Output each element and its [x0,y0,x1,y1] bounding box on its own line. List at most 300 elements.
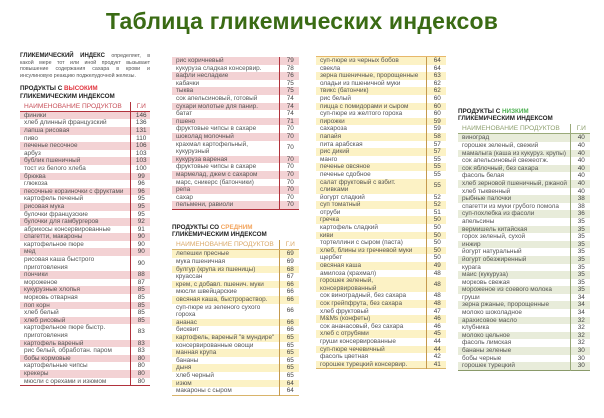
product-name: пицца с помидорами и сыром [316,103,426,111]
table-row [316,103,446,111]
product-name: пшено [172,118,279,126]
low-gi-column [458,108,590,371]
table-row [172,110,299,118]
product-name: арбуз [24,149,41,157]
product-name: фасоль цветная [320,353,369,361]
gi-value: 64 [426,65,446,73]
product-name: сахар [176,193,193,201]
gi-value: 30 [570,355,590,363]
gi-value: 40 [570,150,590,158]
product-name: рис белый [320,94,351,102]
gi-value: 85 [130,309,150,317]
table-row [20,135,150,143]
product-name: кукуруза сладкая консервир. [176,64,262,72]
gi-value: 60 [426,95,446,103]
table-row [172,334,299,342]
gi-value: 34 [570,294,590,302]
gi-value: 64 [279,380,299,388]
table-row [316,110,446,118]
table-row [20,378,150,386]
product-name: отруби [320,208,341,216]
gi-value: 40 [570,172,590,180]
table-row [316,201,446,209]
product-name: шоколад молочный [172,133,279,141]
product-name: курага [462,263,481,271]
product-name: пита арабская [320,140,363,148]
table-row [316,65,446,73]
product-name: картофельное пюре быстр. приготовления [24,324,106,339]
heading-highlight: НИЗКИМ [502,108,529,115]
table-row [458,332,590,340]
gi-value: 66 [279,288,299,296]
product-name: спагетти, макароны [20,233,130,241]
high-gi-heading [20,85,150,99]
table-row [20,309,150,317]
table-row [316,171,446,179]
gi-value: 40 [570,180,590,188]
product-name: суп-пюре из желтого гороха [320,110,403,118]
gi-value: 71 [279,118,299,126]
table-row [316,338,446,346]
gi-value: 106 [130,142,150,150]
product-name: мамалыга (каша из кукуруз. крупы) [458,150,570,158]
product-name: кукурузные хлопья [20,286,130,294]
product-name: бобы черные [462,354,502,362]
table-row [458,347,590,355]
product-name: картофель печеный [24,195,84,203]
gi-value: 46 [426,323,446,331]
table-row [458,324,590,332]
table-row [316,239,446,247]
table-row [316,353,446,361]
gi-value: 65 [279,334,299,342]
gi-value: 58 [426,133,446,141]
product-name: маис (кукуруза) [458,271,570,279]
gi-value: 110 [130,135,150,143]
gi-value: 38 [570,203,590,211]
product-name: хлеб, блины из гречневой муки [316,247,426,255]
gi-value: 69 [279,258,299,266]
product-name: пиво [24,134,38,142]
table-row [20,226,150,234]
gi-value: 65 [279,357,299,365]
product-name: поп корн [20,302,130,310]
gi-value: 49 [426,262,446,270]
gi-value: 45 [426,330,446,338]
table-row [20,279,150,287]
table-row [458,256,590,264]
heading-prefix: ПРОДУКТЫ С [20,85,64,93]
gi-value: 48 [426,277,446,292]
table-row [316,72,446,80]
table-row [458,134,590,142]
product-name: мармелад, джем с сахаром [172,171,279,179]
table-row [20,324,150,339]
mid-gi-heading [172,224,299,238]
table-row [316,125,446,133]
gi-value: 80 [130,355,150,363]
product-name: печенье овсяное [316,163,426,171]
product-name: гречка [316,216,426,224]
product-name: бисквит [176,326,200,334]
product-name: кабачки [176,79,200,87]
gi-value: 80 [130,370,150,378]
table-row [316,224,446,232]
table-row [172,201,299,209]
table-row [172,118,299,126]
table-row [172,72,299,80]
gi-value: 96 [130,188,150,196]
product-name: сок виноградный, без сахара [320,292,407,300]
gi-value: 44 [426,338,446,346]
table-row [458,294,590,302]
product-name: киви [316,232,426,240]
product-name: хлеб с отрубями [316,330,426,338]
gi-value: 48 [426,300,446,308]
product-name: горошек зеленый, свежий [462,142,539,149]
table-row [172,125,299,133]
product-name: йогурт натуральный [462,248,522,256]
table-row [316,308,446,316]
table-row [316,262,446,270]
gi-value: 74 [279,95,299,103]
table-row [172,171,299,179]
gi-value: 32 [570,324,590,332]
table-row [172,326,299,334]
gi-value: 35 [570,264,590,272]
product-name: рисовая каша быстрого приготовления [24,256,95,271]
gi-value: 65 [279,349,299,357]
product-name: тортеллини с сыром (паста) [320,239,403,247]
gi-value: 48 [426,270,446,278]
gi-value: 35 [570,286,590,294]
gi-value: 90 [130,233,150,241]
product-name: рис коричневый [172,57,279,65]
gi-value: 40 [570,188,590,196]
table-row [458,309,590,317]
gi-value: 70 [279,141,299,156]
table-row [316,179,446,194]
table-row [172,95,299,103]
product-name: картофель, вареный "в мундире" [172,334,279,342]
gi-value: 40 [570,142,590,150]
gi-value: 46 [426,315,446,323]
gi-value: 131 [130,127,150,135]
table-row [172,141,299,156]
gi-value: 70 [279,179,299,187]
product-name: печенье сдобное [320,170,371,178]
product-name: бананы [176,356,199,364]
gi-value: 75 [279,80,299,88]
product-name: изюм [172,380,279,388]
high-gi-column-1 [20,53,150,386]
product-name: кукуруза вареная [172,156,279,164]
gi-value: 32 [570,332,590,340]
table-row [316,133,446,141]
gi-value: 44 [426,346,446,354]
gi-value: 50 [426,247,446,255]
product-name: йогурт сладкий [320,193,365,201]
product-name: хлеб зерновой пшеничный, ржаной [458,180,570,188]
heading-suffix: ГЛИКЕМИЧЕСКИМ ИНДЕКСОМ [20,92,115,100]
gi-value: 38 [570,195,590,203]
product-name: горошек зеленый, консервированный [316,277,426,292]
table-row [458,233,590,241]
table-row [20,211,150,219]
gi-value: 32 [570,339,590,347]
heading-suffix: ГЛИКЕМИЧЕСКИМ ИНДЕКСОМ [458,115,553,123]
gi-value: 62 [426,80,446,88]
product-name: фасоль белая [462,172,505,180]
gi-value: 68 [279,266,299,274]
product-name: апельсины [462,217,495,225]
gi-value: 30 [570,347,590,355]
gi-value: 36 [570,210,590,218]
column-header-name: НАИМЕНОВАНИЕ ПРОДУКТОВ [20,102,130,112]
table-row [20,256,150,271]
gi-value: 32 [570,317,590,325]
product-name: мороженое из соевого молока [458,286,570,294]
gi-value: 62 [426,87,446,95]
product-name: тыква [172,87,279,95]
gi-value: 59 [426,118,446,126]
gi-value: 63 [426,72,446,80]
table-row [20,203,150,211]
intro-body: определяет, в какой мере тот или иной продукт вызывает повышение содержания сахара в крови и инсулиновую реакцию поджелудочной железы. [20,53,151,79]
gi-value: 91 [130,226,150,234]
gi-value: 70 [279,156,299,164]
table-row [20,271,150,279]
high-gi-table-b [172,57,299,210]
product-name: фруктовые чипсы в сахаре [176,163,257,171]
table-row [20,173,150,181]
gi-value: 60 [426,110,446,118]
table-row [20,195,150,203]
product-name: груши [462,293,480,301]
product-name: фруктовые чипсы в сахаре [176,125,257,133]
table-row [316,232,446,240]
product-name: макароны с сыром [176,387,232,395]
gi-value: 51 [426,209,446,217]
table-row [316,95,446,103]
table-row [316,87,446,95]
product-name: мука пшеничная [176,258,226,265]
gi-value: 35 [570,226,590,234]
table-row [20,294,150,302]
gi-value: 65 [279,364,299,372]
heading-highlight: ВЫСОКИМ [64,85,98,93]
table-row [20,362,150,370]
table-row [172,273,299,281]
gi-value: 70 [279,133,299,141]
gi-value: 70 [279,171,299,179]
table-row [316,330,446,338]
product-name: пончики [20,271,130,279]
table-row [20,127,150,135]
mid-gi-column-2 [316,56,446,369]
product-name: свекла [320,64,341,72]
product-name: M&Ms (конфеты) [316,315,426,323]
heading-suffix: ГЛИКЕМИЧЕСКИМ ИНДЕКСОМ [172,231,267,239]
gi-value: 80 [130,362,150,370]
product-name: бананы зеленые [458,347,570,355]
gi-value: 90 [130,241,150,249]
gi-value: 79 [279,57,299,65]
product-name: лепешки пресные [172,250,279,258]
table-row [458,286,590,294]
gi-value: 35 [570,241,590,249]
table-row [20,157,150,165]
table-row [20,180,150,188]
product-name: хлеб белый [24,309,59,317]
gi-value: 70 [279,186,299,194]
table-row [172,288,299,296]
table-row [316,141,446,149]
product-name: абрикосы консервированные [24,225,111,233]
intro-text [20,53,150,79]
table-row [172,250,299,258]
table-row [172,380,299,388]
gi-value: 52 [426,201,446,209]
product-name: пельмени, равиоли [172,201,279,209]
gi-value: 50 [426,224,446,232]
product-name: пирожки [316,118,426,126]
product-name: овсяная каша, быстрораствор. [172,296,279,304]
product-name: батат [176,110,193,118]
gi-value: 50 [426,254,446,262]
product-name: рисовая мука [20,203,130,211]
product-name: дыня [172,364,279,372]
table-row [20,241,150,249]
table-row [172,87,299,95]
product-name: репа [172,186,279,194]
product-name: суп-пюре из зеленого сухого гороха [176,303,261,319]
product-name: фасоль лимская [462,339,512,347]
gi-value: 66 [279,326,299,334]
table-row [316,300,446,308]
table-row [316,57,446,65]
gi-value: 40 [570,157,590,165]
gi-value: 90 [130,248,150,256]
table-row [458,339,590,347]
table-row [172,65,299,73]
product-name: вермишель китайская [458,226,570,234]
gi-value: 57 [426,141,446,149]
table-row [458,264,590,272]
table-row [172,163,299,171]
gi-value: 95 [130,203,150,211]
table-row [20,218,150,226]
gi-value: 55 [426,163,446,171]
table-row [20,233,150,241]
product-name: марс, сникерс (батончики) [176,178,254,186]
gi-value: 59 [426,125,446,133]
table-row [458,195,590,203]
product-name: глюкоза [24,180,48,188]
product-name: рис дикий [316,148,426,156]
table-row [458,180,590,188]
gi-value: 70 [279,194,299,202]
table-row [316,292,446,300]
product-name: сок яблочный, без сахара [458,165,570,173]
table-row [316,148,446,156]
gi-value: 35 [570,279,590,287]
low-gi-heading [458,108,590,122]
gi-value: 75 [279,87,299,95]
gi-value: 136 [130,119,150,127]
product-name: манго [320,155,338,163]
table-row [316,254,446,262]
gi-value: 35 [570,218,590,226]
gi-value: 88 [130,271,150,279]
gi-value: 83 [130,347,150,355]
gi-value: 50 [426,216,446,224]
product-name: крекеры [20,370,130,378]
gi-value: 66 [279,281,299,289]
table-row [316,163,446,171]
gi-value: 74 [279,110,299,118]
product-name: молоко цельное [458,332,570,340]
product-name: суп томатный [316,201,426,209]
gi-value: 35 [570,233,590,241]
table-row [316,216,446,224]
table-row [316,118,446,126]
table-row [20,119,150,127]
product-name: хлеб длинный французский [24,119,107,127]
table-row [458,210,590,218]
gi-value: 40 [570,134,590,142]
product-name: манная крупа [172,349,279,357]
product-name: суп-похлебка из фасоли [458,210,570,218]
product-name: морковь свежая [462,278,510,286]
product-name: хлеб рисовый [20,317,130,325]
product-name: салат фруктовый с взбит. сливками [316,179,426,194]
product-name: ананас [172,319,279,327]
gi-value: 103 [130,157,150,165]
gi-value: 55 [426,179,446,194]
gi-value: 78 [279,65,299,73]
gi-value: 95 [130,195,150,203]
gi-value: 70 [279,125,299,133]
gi-value: 96 [130,180,150,188]
gi-value: 30 [570,362,590,370]
gi-value: 87 [130,279,150,287]
product-name: папайя [316,133,426,141]
gi-value: 42 [426,353,446,361]
gi-value: 85 [130,302,150,310]
gi-value: 69 [279,250,299,258]
table-row [458,142,590,150]
product-name: хлеб черный [176,371,214,379]
product-name: хлеб фруктовый [320,307,369,315]
gi-value: 64 [426,57,446,65]
table-row [20,248,150,256]
gi-value: 90 [130,256,150,271]
gi-value: 83 [130,340,150,348]
product-name: булочки для гамбургеров [20,218,130,226]
product-name: круассан [176,273,203,281]
product-name: лапша рисовая [20,127,130,135]
gi-value: 66 [279,296,299,304]
product-name: йогурт обезжиренный [458,256,570,264]
table-row [172,179,299,187]
product-name: инжир [458,241,570,249]
table-row [458,248,590,256]
gi-value: 41 [426,361,446,369]
product-name: консервированные овощи [176,341,254,349]
product-name: суп-пюре чечевичный [316,346,426,354]
product-name: морковь отварная [24,294,78,302]
